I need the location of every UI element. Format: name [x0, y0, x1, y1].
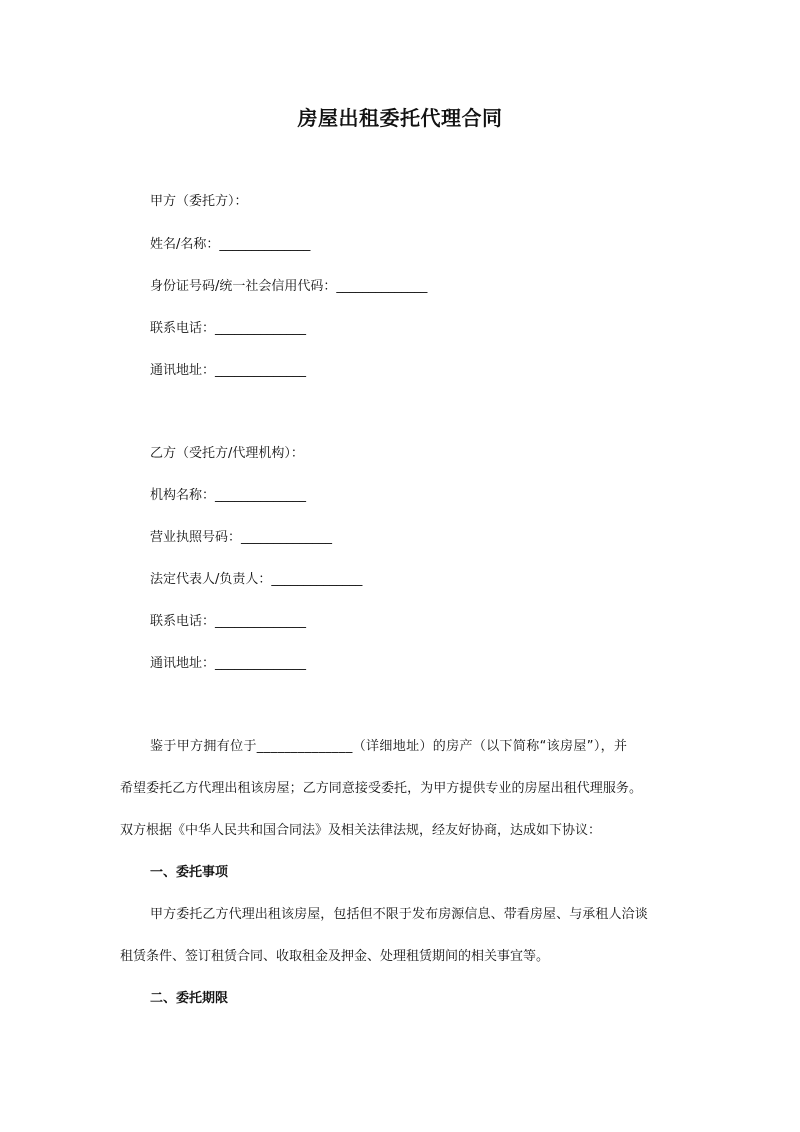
party-b-address-field: 通讯地址：______________: [150, 656, 307, 671]
preamble-line-1: 鉴于甲方拥有位于______________（详细地址）的房产（以下简称“该房屋”），并: [150, 739, 628, 754]
page-title: 房屋出租委托代理合同: [297, 106, 503, 130]
preamble-line-2: 希望委托乙方代理出租该房屋；乙方同意接受委托，为甲方提供专业的房屋出租代理服务。: [120, 781, 643, 796]
party-b-legal-rep-field: 法定代表人/负责人：______________: [150, 572, 363, 587]
party-a-heading: 甲方（委托方）：: [150, 194, 248, 209]
party-a-name-field: 姓名/名称：______________: [150, 237, 311, 252]
party-a-phone-field: 联系电话：______________: [150, 321, 307, 336]
section-1-line-2: 租赁条件、签订租赁合同、收取租金及押金、处理租赁期间的相关事宜等。: [120, 949, 550, 964]
party-b-heading: 乙方（受托方/代理机构）：: [150, 446, 304, 461]
section-2-heading: 二、委托期限: [150, 991, 229, 1006]
party-a-id-field: 身份证号码/统一社会信用代码：______________: [150, 279, 428, 294]
party-b-phone-field: 联系电话：______________: [150, 614, 307, 629]
section-1-heading: 一、委托事项: [150, 865, 229, 880]
party-a-address-field: 通讯地址：______________: [150, 363, 307, 378]
party-b-license-field: 营业执照号码：______________: [150, 530, 333, 545]
party-b-org-name-field: 机构名称：______________: [150, 488, 307, 503]
preamble-line-3: 双方根据《中华人民共和国合同法》及相关法律法规，经友好协商，达成如下协议：: [120, 823, 602, 838]
section-1-line-1: 甲方委托乙方代理出租该房屋，包括但不限于发布房源信息、带看房屋、与承租人洽谈: [150, 907, 648, 922]
